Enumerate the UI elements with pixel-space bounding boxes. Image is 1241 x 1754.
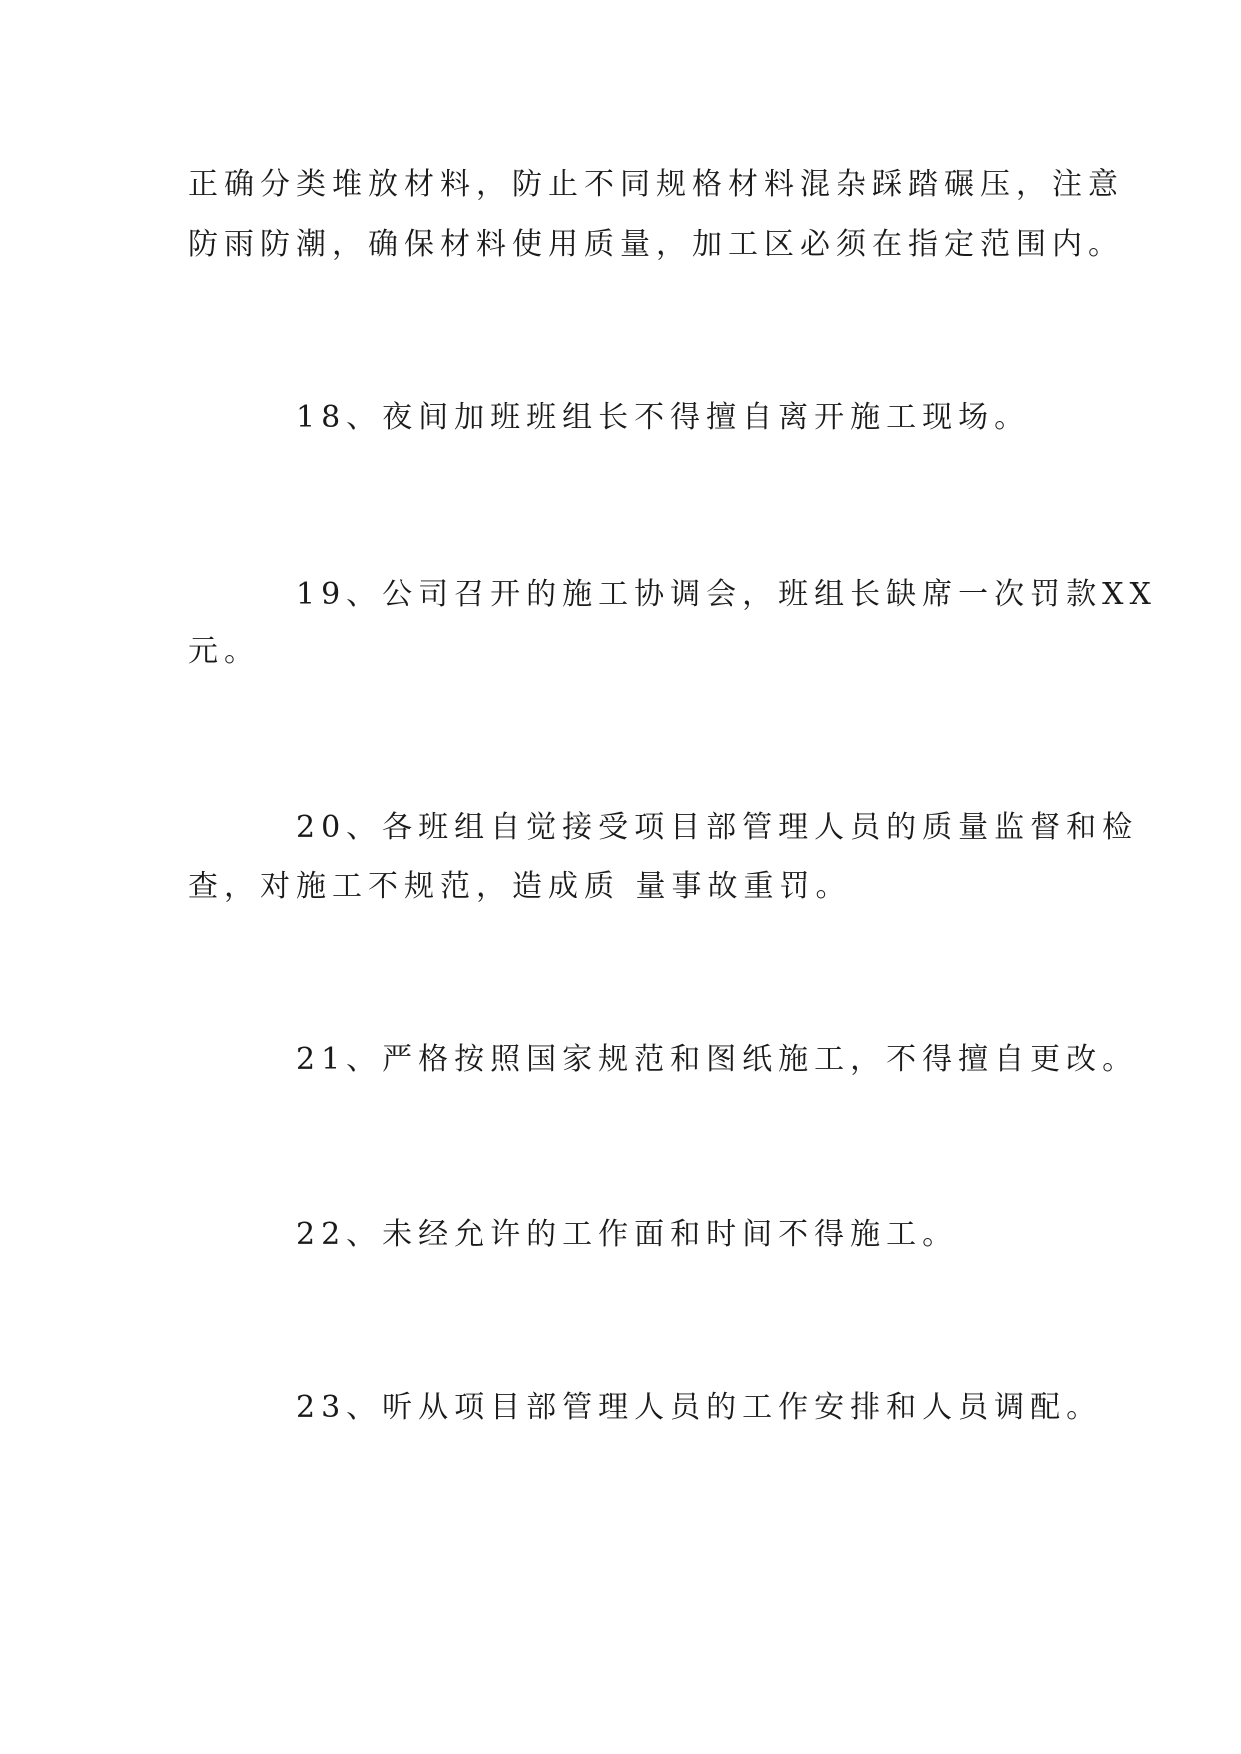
paragraph-17-line-1: 正确分类堆放材料，防止不同规格材料混杂踩踏碾压，注意 (188, 167, 1124, 202)
paragraph-20-line-2: 查，对施工不规范，造成质 量事故重罚。 (188, 869, 852, 904)
paragraph-22: 22、未经允许的工作面和时间不得施工。 (296, 1217, 959, 1252)
paragraph-19-line-2: 元。 (188, 634, 260, 669)
paragraph-20-line-1: 20、各班组自觉接受项目部管理人员的质量监督和检 (296, 810, 1139, 845)
paragraph-17-line-2: 防雨防潮，确保材料使用质量，加工区必须在指定范围内。 (188, 227, 1124, 262)
paragraph-21: 21、严格按照国家规范和图纸施工，不得擅自更改。 (296, 1042, 1139, 1077)
paragraph-18: 18、夜间加班班组长不得擅自离开施工现场。 (296, 400, 1031, 435)
paragraph-19-line-1: 19、公司召开的施工协调会，班组长缺席一次罚款XX (296, 577, 1157, 612)
paragraph-23: 23、听从项目部管理人员的工作安排和人员调配。 (296, 1390, 1103, 1425)
